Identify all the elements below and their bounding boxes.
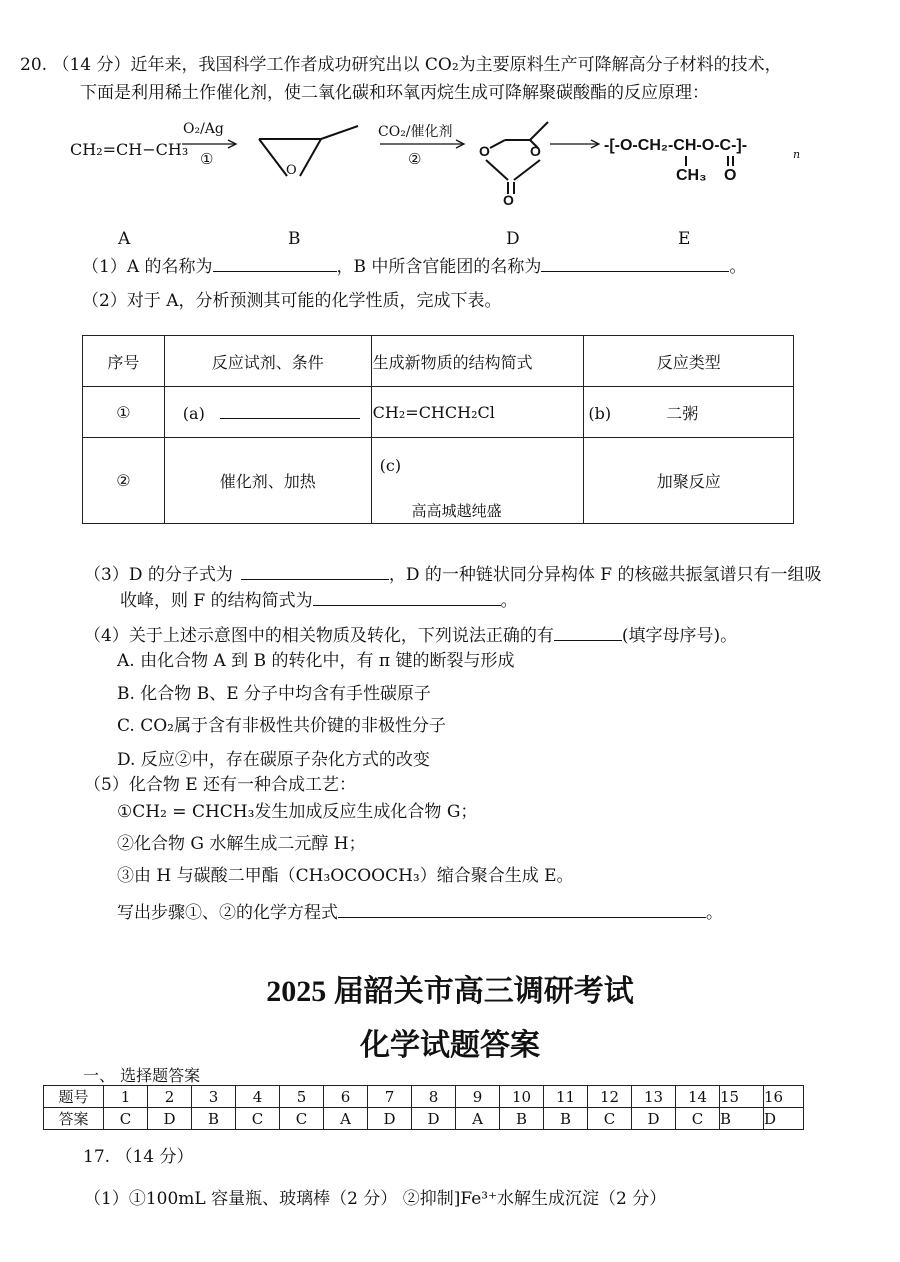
q20-part2: （2）对于 A，分析预测其可能的化学性质，完成下表。 [82, 291, 502, 311]
answer-key: A [324, 1108, 368, 1130]
option-c: C. CO₂属于含有非极性共价键的非极性分子 [117, 716, 446, 736]
polymer-backbone: -[-O-CH₂-CH-O-C-]- [604, 137, 748, 154]
part5-step2: ②化合物 G 水解生成二元醇 H； [117, 834, 366, 854]
arrow2-icon [378, 138, 468, 150]
option-d: D. 反应②中，存在碳原子杂化方式的改变 [117, 750, 430, 770]
answer-key: D [764, 1108, 804, 1130]
qnum: 5 [280, 1086, 324, 1108]
answer-blank-a-name[interactable] [213, 255, 337, 272]
arrow3-icon [548, 138, 603, 150]
q17-part1: （1）①100mL 容量瓶、玻璃棒（2 分） ②抑制]Fe³⁺水解生成沉淀（2 分） [84, 1189, 667, 1209]
qnum: 14 [676, 1086, 720, 1108]
qnum: 16 [764, 1086, 804, 1108]
row1-blank-a-label: (a) [182, 403, 205, 423]
answer-key: D [368, 1108, 412, 1130]
row-label-answer: 答案 [44, 1108, 104, 1130]
arrow2-reagent: CO₂/催化剂 [378, 124, 453, 140]
part4-end: (填字母序号)。 [621, 626, 738, 646]
qnum: 2 [148, 1086, 192, 1108]
qnum: 1 [104, 1086, 148, 1108]
answer-key: B [544, 1108, 588, 1130]
ring-oxygen-left: O [479, 143, 490, 159]
answer-key: D [632, 1108, 676, 1130]
answer-key: B [720, 1108, 764, 1130]
q20-part5: （5）化合物 E 还有一种合成工艺： [84, 775, 357, 795]
answer-blank-molecular-formula[interactable] [241, 563, 389, 580]
row1-blank-b-label: (b) [588, 403, 612, 423]
polymer-methyl: CH₃ [676, 167, 707, 184]
part5-prompt-text: 写出步骤①、②的化学方程式 [117, 903, 338, 923]
part3-text-b: ，D 的一种链状同分异构体 F 的核磁共振氢谱只有一组吸 [388, 565, 822, 585]
q17-heading: 17. （14 分） [83, 1147, 194, 1167]
table-row [83, 387, 794, 438]
qnum: 9 [456, 1086, 500, 1108]
polymer-carbonyl-o: O [724, 167, 737, 184]
part5-step1: ①CH₂ = CHCH₃发生加成反应生成化合物 G； [117, 802, 478, 822]
part1-text-b: ，B 中所含官能团的名称为 [336, 257, 542, 277]
answer-numbers-row [44, 1086, 804, 1108]
qnum: 12 [588, 1086, 632, 1108]
label-b: B [288, 229, 301, 249]
row2-reagent: 催化剂、加热 [164, 438, 371, 524]
q20-intro-line2: 下面是利用稀土作催化剂，使二氧化碳和环氧丙烷生成可降解聚碳酸酯的反应原理： [80, 83, 709, 103]
part3-text-a: （3）D 的分子式为 [84, 565, 233, 585]
arrow1-icon [180, 138, 240, 150]
part5-prompt [117, 898, 723, 923]
header-index: 序号 [83, 336, 165, 387]
part1-end: 。 [729, 257, 747, 277]
answers-title: 2025 届韶关市高三调研考试 [266, 975, 634, 1008]
carbonyl-oxygen: O [503, 192, 514, 208]
compound-a-formula: CH₂=CH−CH₃ [70, 140, 189, 159]
answer-key: D [412, 1108, 456, 1130]
polymer-repeat-n: n [793, 148, 801, 161]
part4-text: （4）关于上述示意图中的相关物质及转化，下列说法正确的有 [84, 626, 554, 646]
q20-part3-line2 [120, 586, 518, 611]
row2-type: 加聚反应 [584, 438, 794, 524]
label-d: D [506, 229, 520, 249]
label-a: A [118, 229, 131, 249]
arrow2-step: ② [408, 150, 422, 168]
arrow1-step: ① [200, 150, 214, 168]
arrow1-reagent: O₂/Ag [183, 121, 224, 137]
table-row [83, 438, 794, 524]
part5-step3: ③由 H 与碳酸二甲酯（CH₃OCOOCH₃）缩合聚合生成 E。 [117, 866, 574, 886]
option-a: A. 由化合物 A 到 B 的转化中，有 π 键的断裂与形成 [117, 651, 515, 671]
answer-key: C [280, 1108, 324, 1130]
answer-blank-f-structure[interactable] [313, 589, 501, 606]
row1-type-text: 二粥 [666, 403, 699, 423]
answer-blank-equations[interactable] [338, 901, 706, 918]
qnum: 13 [632, 1086, 676, 1108]
answer-key-table [43, 1085, 804, 1130]
answer-keys-row [44, 1108, 804, 1130]
property-table [82, 335, 794, 524]
part1-text-a: （1）A 的名称为 [82, 257, 213, 277]
epoxide-oxygen-label: O [286, 163, 297, 178]
answer-key: C [588, 1108, 632, 1130]
qnum: 15 [720, 1086, 764, 1108]
q20-part3-line1 [84, 560, 822, 585]
row1-blank-a[interactable] [220, 402, 360, 419]
qnum: 3 [192, 1086, 236, 1108]
label-e: E [678, 229, 691, 249]
part3-text-c: 收峰，则 F 的结构简式为 [120, 591, 313, 611]
row2-blank-c-label: (c) [379, 456, 402, 475]
row1-reagent-cell [164, 387, 371, 438]
part5-end: 。 [706, 903, 723, 923]
header-reagent: 反应试剂、条件 [164, 336, 371, 387]
qnum: 10 [500, 1086, 544, 1108]
option-b: B. 化合物 B、E 分子中均含有手性碳原子 [117, 684, 432, 704]
qnum: 6 [324, 1086, 368, 1108]
q20-intro-line1: 20. （14 分）近年来，我国科学工作者成功研究出以 CO₂为主要原料生产可降解高分子材料的技术， [20, 55, 782, 75]
answer-key: A [456, 1108, 500, 1130]
row1-index: ① [83, 387, 165, 438]
row2-product-cell[interactable] [371, 438, 584, 524]
answer-key: C [236, 1108, 280, 1130]
header-product: 生成新物质的结构简式 [371, 336, 584, 387]
qnum: 7 [368, 1086, 412, 1108]
answer-key: C [676, 1108, 720, 1130]
answer-key: B [192, 1108, 236, 1130]
answer-blank-choices[interactable] [554, 624, 622, 641]
qnum: 11 [544, 1086, 588, 1108]
answer-key: B [500, 1108, 544, 1130]
answers-subtitle: 化学试题答案 [360, 1029, 540, 1062]
answer-blank-b-functional-group[interactable] [541, 255, 729, 272]
row1-type-cell [584, 387, 794, 438]
q20-part4 [84, 621, 737, 646]
table-header-row [83, 336, 794, 387]
row1-product: CH₂=CHCH₂Cl [371, 387, 584, 438]
epoxide-structure-icon [255, 118, 365, 186]
answer-key: C [104, 1108, 148, 1130]
qnum: 8 [412, 1086, 456, 1108]
q20-part1 [82, 252, 746, 277]
row2-watermark: 高高城越纯盛 [411, 502, 502, 520]
section-heading: 一、 选择题答案 [83, 1066, 201, 1085]
ring-oxygen-right: O [530, 143, 541, 159]
answer-key: D [148, 1108, 192, 1130]
qnum: 4 [236, 1086, 280, 1108]
part3-end: 。 [500, 591, 518, 611]
row2-index: ② [83, 438, 165, 524]
header-type: 反应类型 [584, 336, 794, 387]
row-label-question: 题号 [44, 1086, 104, 1108]
